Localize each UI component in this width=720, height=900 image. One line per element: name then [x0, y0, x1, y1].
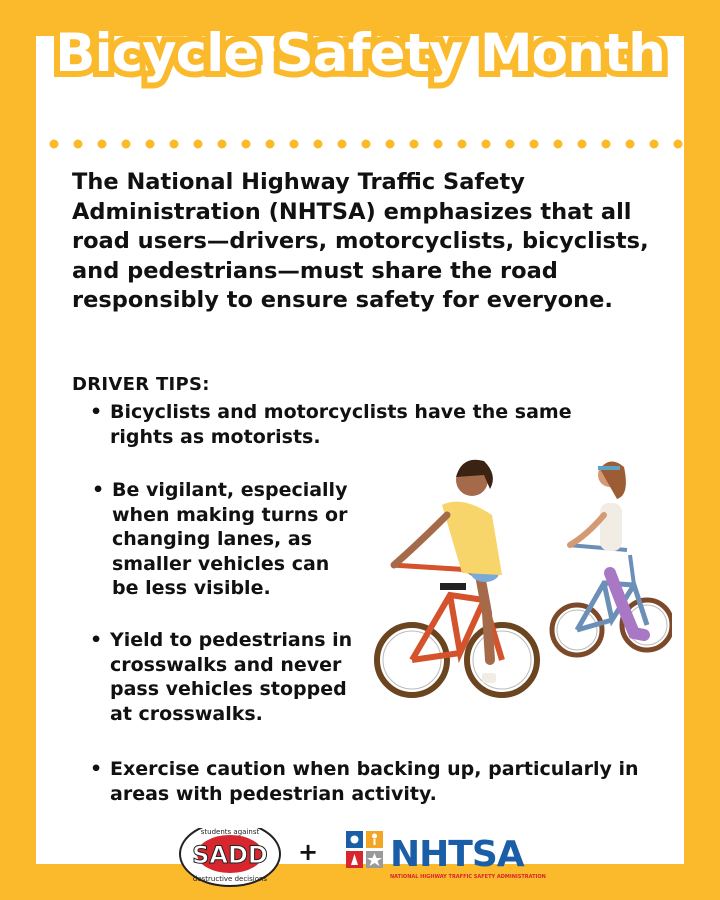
sadd-tagline-bottom: destructive decisions — [192, 875, 268, 883]
tip-item: • Be vigilant, especially when making turns or changing lanes, as smaller vehicles can be less visible. — [92, 479, 348, 599]
partner-logos — [0, 828, 720, 888]
nhtsa-logo — [346, 831, 546, 880]
content-card — [36, 36, 684, 864]
divider-dot — [26, 140, 35, 149]
tip-item: • Yield to pedestrians in crosswalks and never pass vehicles stopped at crosswalks. — [90, 629, 353, 725]
intro-paragraph: The National Highway Traffic Safety Administration (NHTSA) emphasizes that all road users—drivers, motorcyclists, bicyclists, and pedestrians—must share the road responsibly to ensure safety for everyone. — [72, 169, 649, 314]
nhtsa-name: NHTSA — [390, 834, 524, 875]
divider-dot — [146, 140, 155, 149]
divider-dot — [626, 140, 635, 149]
bullet-icon: • — [90, 401, 103, 423]
divider-dot — [578, 140, 587, 149]
sadd-logo — [180, 828, 280, 886]
dotted-divider — [0, 138, 720, 150]
divider-dot — [386, 140, 395, 149]
divider-dot — [602, 140, 611, 149]
divider-dot — [314, 140, 323, 149]
divider-dot — [98, 140, 107, 149]
divider-dot — [410, 140, 419, 149]
divider-dot — [218, 140, 227, 149]
nhtsa-full-name: NATIONAL HIGHWAY TRAFFIC SAFETY ADMINISTRATION — [390, 874, 546, 880]
tip-item: • Bicyclists and motorcyclists have the same rights as motorists. — [90, 401, 572, 448]
bullet-icon: • — [90, 758, 103, 780]
divider-dot — [458, 140, 467, 149]
front-cyclist — [377, 460, 537, 695]
divider-dot — [434, 140, 443, 149]
sadd-tagline-top: students against — [200, 828, 260, 836]
divider-dot — [290, 140, 299, 149]
divider-dot — [482, 140, 491, 149]
divider-dot — [674, 140, 683, 149]
divider-dot — [242, 140, 251, 149]
page-title: Bicycle Safety Month — [55, 23, 665, 84]
back-cyclist — [552, 461, 672, 655]
divider-dot — [50, 140, 59, 149]
divider-dot — [650, 140, 659, 149]
divider-dot — [506, 140, 515, 149]
divider-dot — [338, 140, 347, 149]
divider-dot — [698, 140, 707, 149]
divider-dot — [362, 140, 371, 149]
plus-sign: + — [297, 838, 319, 866]
divider-dot — [266, 140, 275, 149]
bullet-icon: • — [90, 629, 103, 651]
tip-item: • Exercise caution when backing up, particularly in areas with pedestrian activity. — [90, 758, 639, 805]
divider-dot — [530, 140, 539, 149]
tips-heading: DRIVER TIPS: — [72, 374, 210, 395]
divider-dot — [2, 140, 11, 149]
bullet-icon: • — [92, 479, 105, 501]
divider-dot — [170, 140, 179, 149]
sadd-name: SADD — [192, 841, 268, 869]
divider-dot — [122, 140, 131, 149]
divider-dot — [74, 140, 83, 149]
cyclists-illustration — [372, 455, 672, 715]
divider-dot — [194, 140, 203, 149]
divider-dot — [554, 140, 563, 149]
